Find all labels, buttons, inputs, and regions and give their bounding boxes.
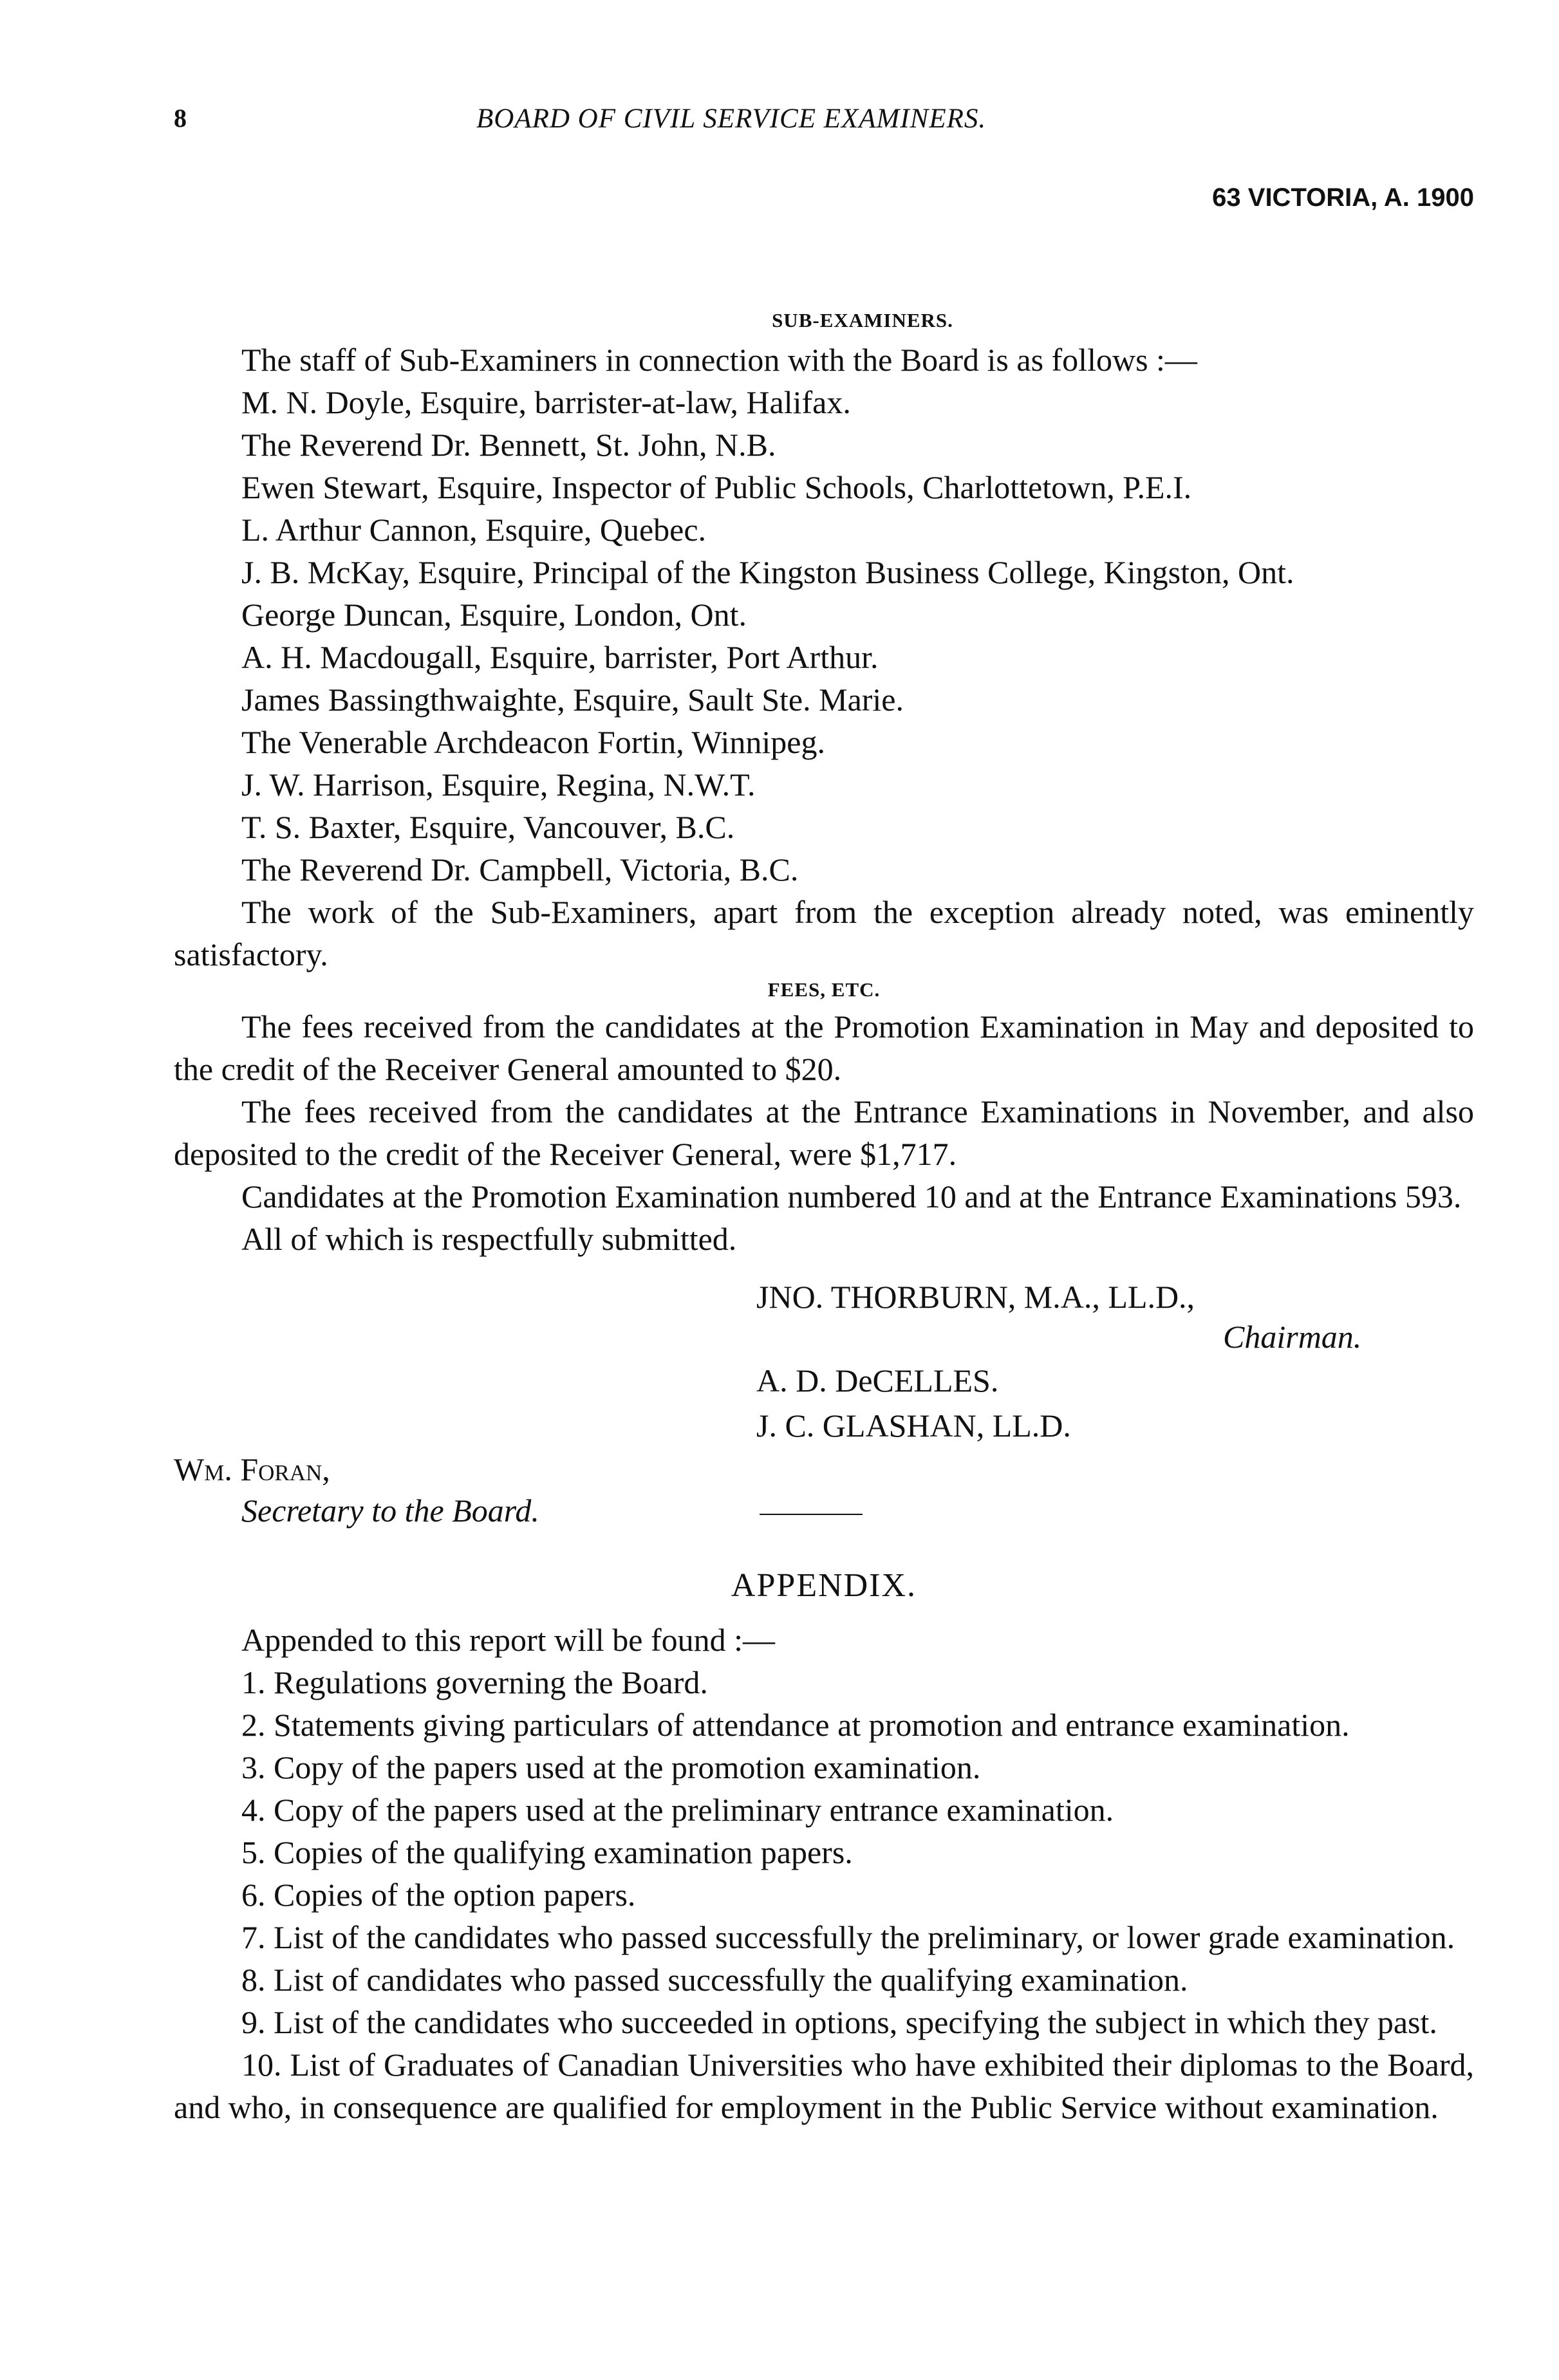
sub-examiner-entry: The Venerable Archdeacon Fortin, Winnipeg. [241, 724, 825, 760]
appendix-item: 1. Regulations governing the Board. [241, 1664, 708, 1700]
appendix-item: 2. Statements giving particulars of attendance at promotion and entrance examination. [241, 1707, 1350, 1743]
page-number: 8 [174, 104, 187, 133]
sub-examiners-closing: The work of the Sub-Examiners, apart from the exception already noted, was eminently satisfactory. [174, 894, 1474, 972]
chairman-name: JNO. THORBURN, M.A., LL.D., [756, 1279, 1195, 1315]
appendix-intro: Appended to this report will be found :— [241, 1622, 776, 1658]
fees-paragraph: Candidates at the Promotion Examination numbered 10 and at the Entrance Examinations 593. [241, 1178, 1462, 1214]
sub-examiner-entry: George Duncan, Esquire, London, Ont. [241, 597, 747, 633]
appendix-item: 6. Copies of the option papers. [241, 1877, 636, 1913]
sub-examiner-entry: M. N. Doyle, Esquire, barrister-at-law, Halifax. [241, 384, 851, 420]
secretary-name: Wm. Foran, [174, 1451, 330, 1487]
sub-examiner-entry: The Reverend Dr. Campbell, Victoria, B.C. [241, 851, 799, 888]
appendix-item: 3. Copy of the papers used at the promotion examination. [241, 1749, 981, 1785]
appendix-title: APPENDIX. [731, 1567, 917, 1604]
fees-paragraph: The fees received from the candidates at the Promotion Examination in May and deposited to the credit of the Receiver General amounted to $20. [174, 1009, 1474, 1087]
chairman-title: Chairman. [1223, 1319, 1362, 1355]
page-header [174, 103, 1474, 212]
sub-examiner-entry: The Reverend Dr. Bennett, St. John, N.B. [241, 427, 776, 463]
fees-heading: FEES, ETC. [767, 978, 881, 1001]
sub-examiner-entry: A. H. Macdougall, Esquire, barrister, Port Arthur. [241, 639, 879, 675]
signature-block [174, 1278, 1474, 1548]
session-label: 63 VICTORIA, A. 1900 [1212, 183, 1474, 212]
sub-examiner-entry: T. S. Baxter, Esquire, Vancouver, B.C. [241, 809, 735, 845]
sub-examiner-entry: James Bassingthwaighte, Esquire, Sault Ste. Marie. [241, 682, 904, 718]
appendix-item: 8. List of candidates who passed successfully the qualifying examination. [241, 1962, 1188, 1998]
appendix-item: 7. List of the candidates who passed successfully the preliminary, or lower grade examination. [241, 1919, 1455, 1955]
appendix-item: 10. List of Graduates of Canadian Universities who have exhibited their diplomas to the Board, and who, in consequence are qualified for employment in the Public Service without examination. [174, 2047, 1474, 2125]
appendix-item: 9. List of the candidates who succeeded in options, specifying the subject in which they past. [241, 2004, 1437, 2040]
submission-line: All of which is respectfully submitted. [241, 1221, 737, 1257]
sub-examiner-entry: L. Arthur Cannon, Esquire, Quebec. [241, 512, 707, 548]
sub-examiner-entry: J. W. Harrison, Esquire, Regina, N.W.T. [241, 767, 756, 803]
sub-examiner-entry: Ewen Stewart, Esquire, Inspector of Public Schools, Charlottetown, P.E.I. [241, 469, 1192, 505]
sub-examiners-heading: SUB-EXAMINERS. [772, 309, 953, 331]
closing-rule [760, 1514, 863, 1515]
secretary-title: Secretary to the Board. [241, 1492, 539, 1529]
sub-examiners-intro: The staff of Sub-Examiners in connection with the Board is as follows :— [241, 342, 1197, 378]
board-member-glashan: J. C. GLASHAN, LL.D. [756, 1408, 1071, 1444]
running-title: BOARD OF CIVIL SERVICE EXAMINERS. [476, 104, 987, 134]
document-page [174, 103, 1474, 2128]
board-member-decelles: A. D. DeCELLES. [756, 1362, 999, 1399]
appendix-item: 5. Copies of the qualifying examination papers. [241, 1834, 853, 1870]
appendix-item: 4. Copy of the papers used at the preliminary entrance examination. [241, 1792, 1114, 1828]
sub-examiner-entry: J. B. McKay, Esquire, Principal of the Kingston Business College, Kingston, Ont. [241, 554, 1294, 590]
fees-paragraph: The fees received from the candidates at the Entrance Examinations in November, and also deposited to the credit of the Receiver General, were $1,717. [174, 1093, 1474, 1172]
